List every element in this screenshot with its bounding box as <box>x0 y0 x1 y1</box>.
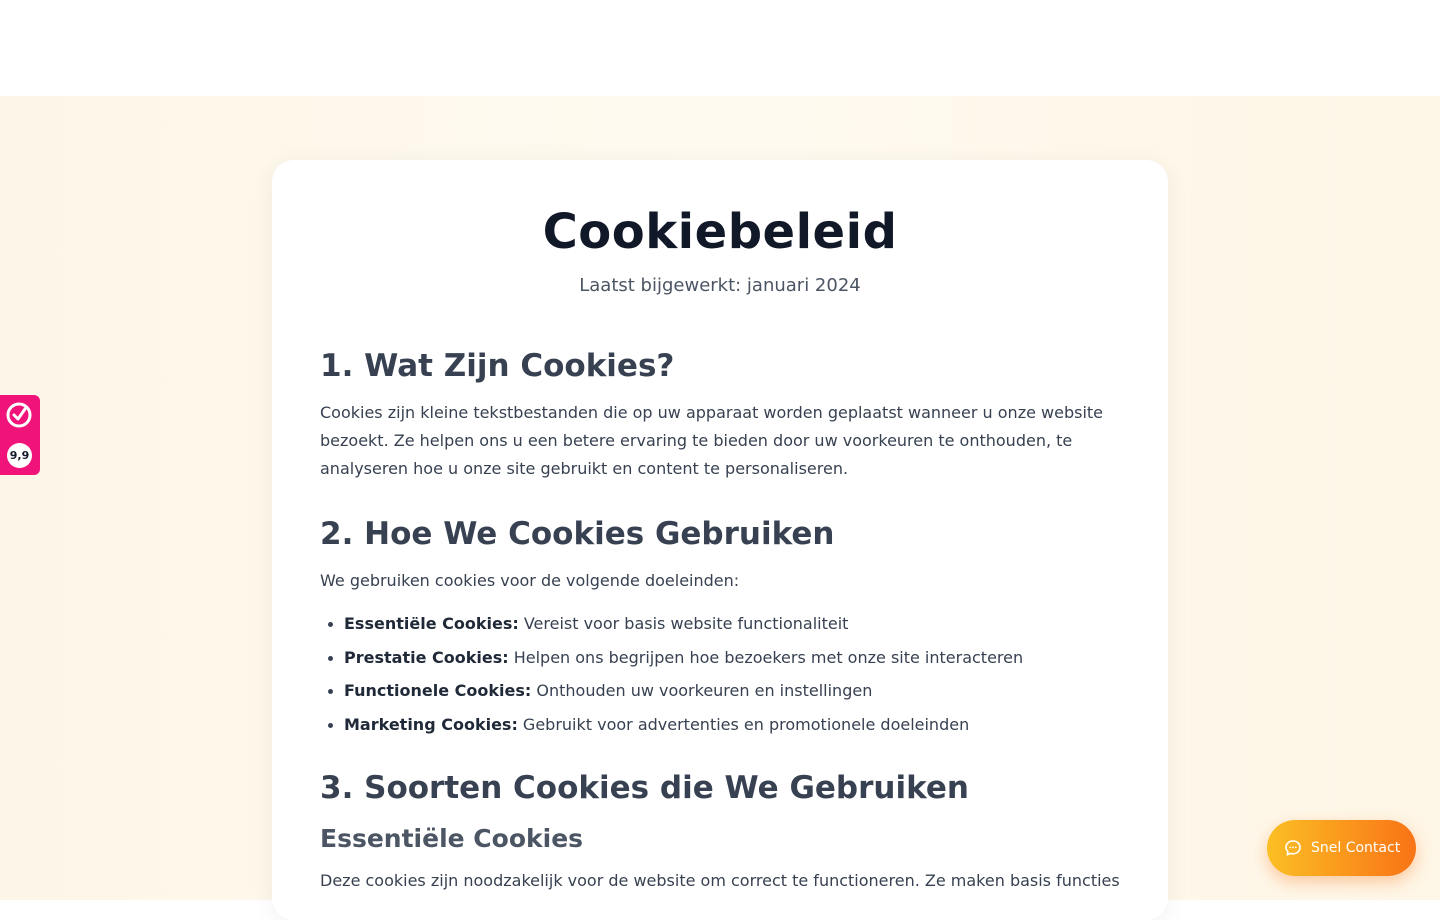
list-item-label: Prestatie Cookies: <box>344 647 509 667</box>
chat-bubble-icon <box>1284 839 1302 857</box>
review-score: 9,9 <box>7 443 32 468</box>
section-3-heading: 3. Soorten Cookies die We Gebruiken <box>320 770 969 806</box>
list-item <box>320 679 1125 713</box>
essential-cookies-text: Deze cookies zijn noodzakelijk voor de website om correct te functioneren. Ze maken basis functies <box>320 871 1120 890</box>
section-2-heading: 2. Hoe We Cookies Gebruiken <box>320 516 835 552</box>
list-item-text: Gebruikt voor advertenties en promotionele doeleinden <box>517 715 970 735</box>
quick-contact-label: Snel Contact <box>1311 840 1401 856</box>
cookie-policy-card <box>272 160 1168 920</box>
list-item-label: Marketing Cookies: <box>344 715 518 735</box>
list-item <box>320 612 1125 646</box>
section-1-heading: 1. Wat Zijn Cookies? <box>320 348 675 384</box>
section-2-intro: We gebruiken cookies voor de volgende doeleinden: <box>320 571 740 590</box>
site-header <box>0 0 1440 96</box>
list-item-text: Helpen ons begrijpen hoe bezoekers met onze site interacteren <box>508 647 1024 667</box>
page-title: Cookiebeleid <box>542 204 898 260</box>
section-1-text: Cookies zijn kleine tekstbestanden die op uw apparaat worden geplaatst wanneer u onze website bezoekt. Ze helpen ons u een betere ervaring te bieden door uw voorkeuren te onthouden, te analyseren hoe u onze site gebruikt en content te personaliseren. <box>320 403 1103 478</box>
last-updated-text: Laatst bijgewerkt: januari 2024 <box>579 275 861 296</box>
list-item-label: Functionele Cookies: <box>344 681 532 701</box>
essential-cookies-heading: Essentiële Cookies <box>320 824 584 853</box>
list-item-text: Vereist voor basis website functionaliteit <box>518 614 849 633</box>
review-checkmark-icon <box>5 401 33 429</box>
list-item-text: Onthouden uw voorkeuren en instellingen <box>531 681 873 701</box>
list-item <box>320 713 1125 747</box>
cookie-purpose-list <box>320 612 1125 747</box>
list-item <box>320 646 1125 680</box>
quick-contact-button[interactable] <box>1267 820 1416 876</box>
list-item-label: Essentiële Cookies: <box>344 614 519 633</box>
